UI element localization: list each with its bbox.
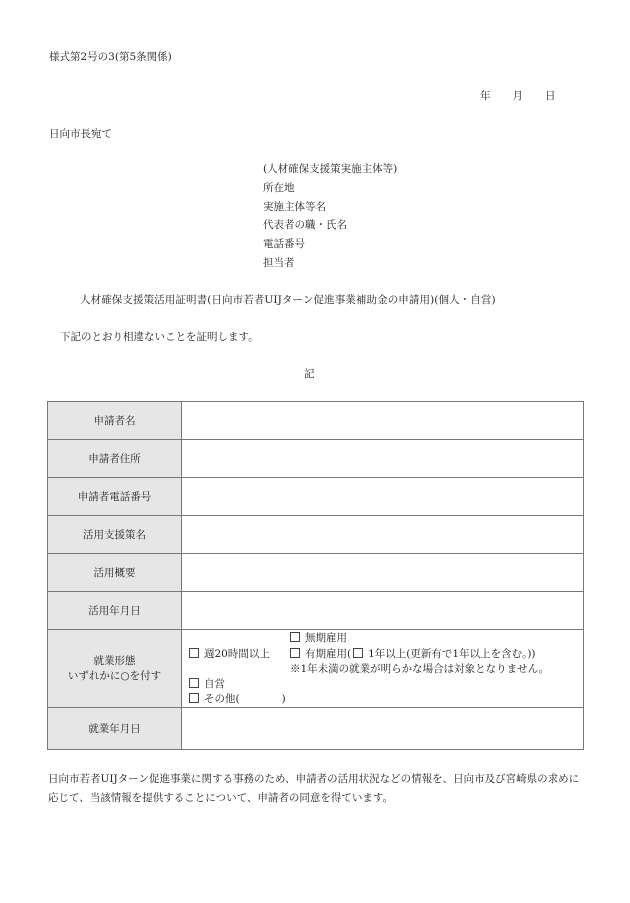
employment-date-field[interactable] (182, 708, 584, 750)
employment-date-label: 就業年月日 (48, 708, 182, 750)
option-indefinite[interactable]: 無期雇用 (290, 630, 347, 645)
table-row (48, 440, 584, 478)
table-row (48, 630, 584, 708)
checkbox-icon[interactable] (189, 648, 199, 658)
applicant-info-heading: (人材確保支援策実施主体等) (263, 163, 398, 175)
usage-date-field[interactable] (182, 592, 584, 630)
applicant-name-label: 申請者名 (48, 402, 182, 440)
applicant-info-block (263, 160, 397, 273)
support-measure-label: 活用支援策名 (48, 516, 182, 554)
applicant-phone-field[interactable] (182, 478, 584, 516)
checkbox-icon[interactable] (353, 648, 363, 658)
employment-type-instruction: いずれかに○を付す (67, 669, 162, 682)
checkbox-icon[interactable] (290, 648, 300, 658)
employment-note: ※1年未満の就業が明らかな場合は対象となりません。 (290, 663, 550, 675)
certification-statement: 下記のとおり相違ないことを証明します。 (60, 331, 259, 343)
checkbox-icon[interactable] (189, 678, 199, 688)
table-row (48, 516, 584, 554)
usage-overview-label: 活用概要 (48, 554, 182, 592)
document-title: 人材確保支援策活用証明書(日向市若者UIJターン促進事業補助金の申請用)(個人・自営) (80, 294, 496, 306)
phone-label: 電話番号 (263, 238, 305, 251)
usage-date-label: 活用年月日 (48, 592, 182, 630)
employment-type-title: 就業形態 (93, 654, 136, 667)
day-label: 日 (545, 90, 556, 102)
location-label: 所在地 (263, 181, 295, 194)
application-table (47, 401, 584, 750)
applicant-address-field[interactable] (182, 440, 584, 478)
applicant-phone-label: 申請者電話番号 (48, 478, 182, 516)
option-fixed-term[interactable]: 有期雇用( 1年以上(更新有で1年以上を含む。)) (290, 646, 536, 661)
applicant-address-label: 申請者住所 (48, 440, 182, 478)
option-other[interactable]: その他( ) (189, 691, 286, 706)
consent-statement: 日向市若者UIJターン促進事業に関する事務のため、申請者の活用状況などの情報を、日向市及び宮崎県の求めに応じて、当該情報を提供することについて、申請者の同意を得ています。 (48, 773, 580, 804)
contact-label: 担当者 (263, 256, 295, 269)
entity-name-label: 実施主体等名 (263, 200, 326, 213)
usage-overview-field[interactable] (182, 554, 584, 592)
year-label: 年 (480, 90, 491, 102)
option-self-employed[interactable]: 自営 (189, 676, 225, 691)
checkbox-icon[interactable] (189, 693, 199, 703)
addressee: 日向市長宛て (49, 128, 112, 140)
table-row (48, 708, 584, 750)
table-row (48, 554, 584, 592)
form-number: 様式第2号の3(第5条関係) (49, 51, 172, 63)
option-weekly-20h[interactable]: 週20時間以上 (189, 646, 270, 661)
date-line (480, 88, 556, 103)
checkbox-icon[interactable] (290, 632, 300, 642)
table-row (48, 592, 584, 630)
ki-heading: 記 (304, 368, 315, 380)
applicant-name-field[interactable] (182, 402, 584, 440)
employment-type-field (182, 630, 584, 708)
representative-label: 代表者の職・氏名 (263, 219, 347, 232)
table-row (48, 402, 584, 440)
table-row (48, 478, 584, 516)
support-measure-field[interactable] (182, 516, 584, 554)
month-label: 月 (512, 90, 523, 102)
employment-type-label (48, 630, 182, 708)
